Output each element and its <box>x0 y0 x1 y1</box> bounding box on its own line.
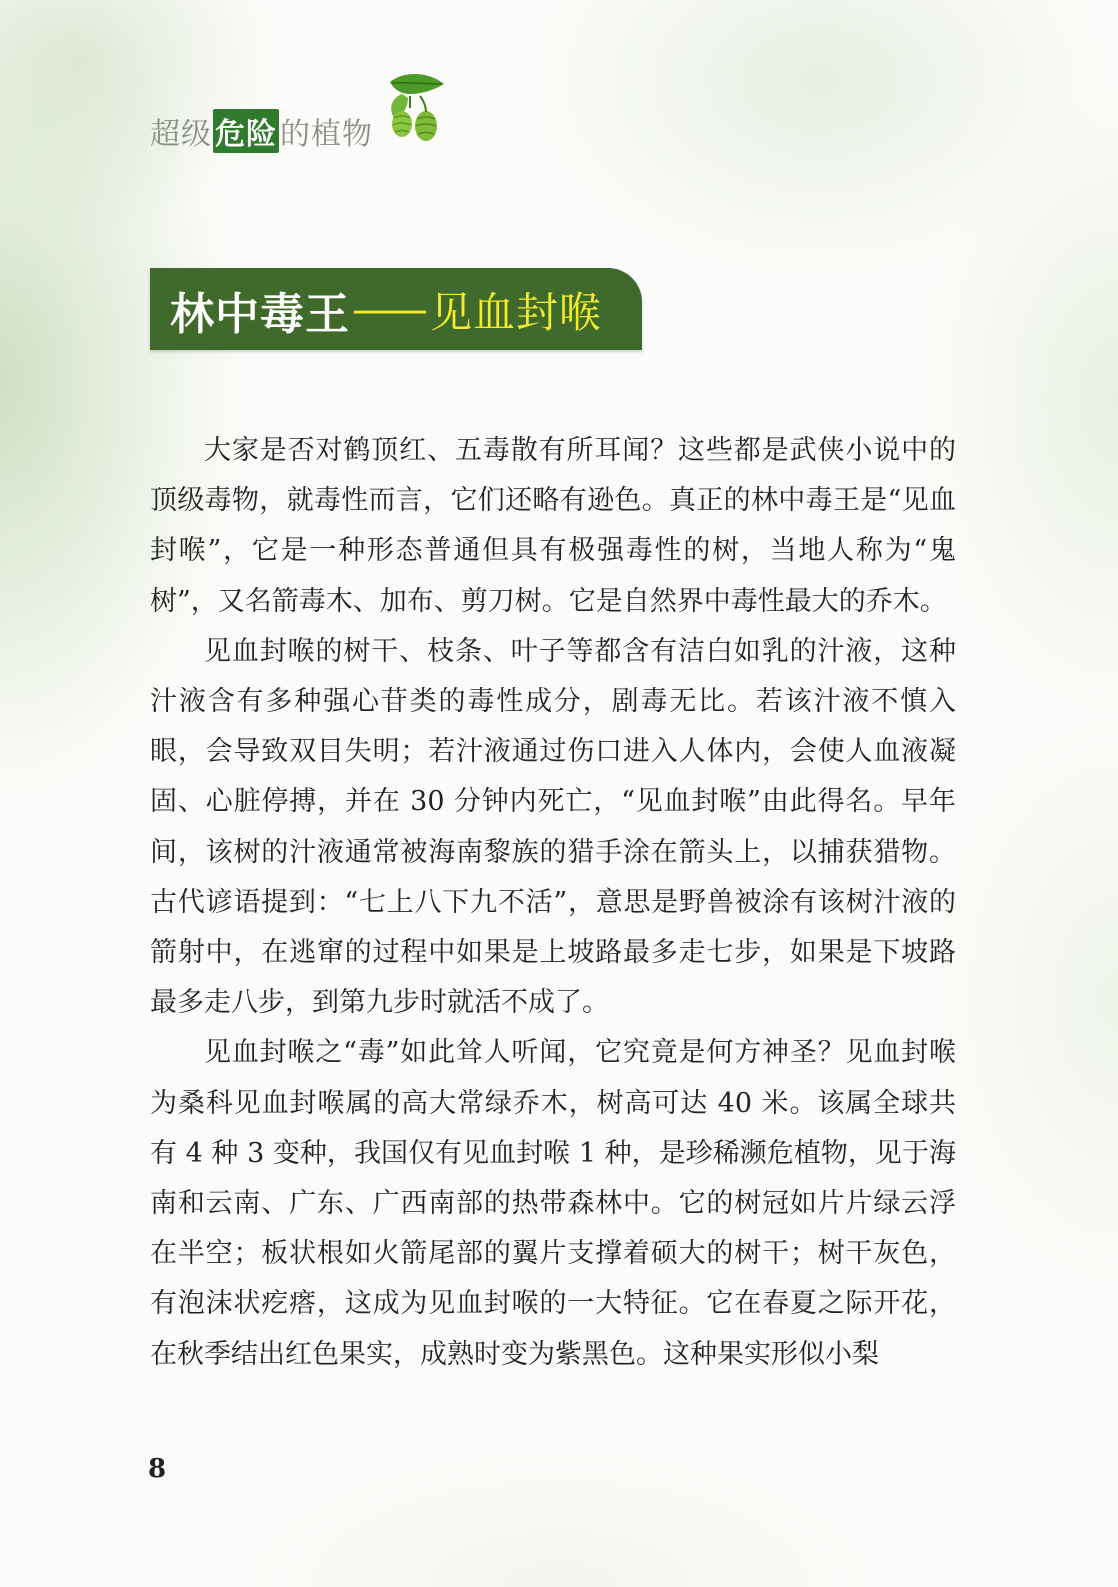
header-title-after: 的植物 <box>280 117 373 152</box>
paragraph: 见血封喉之“毒”如此耸人听闻，它究竟是何方神圣？见血封喉为桑科见血封喉属的高大常绿乔木，树高可达 40 米。该属全球共有 4 种 3 变种，我国仅有见血封喉 1 种，是珍稀濒危植物，见于海南和云南、广东、广西南部的热带森林中。它的树冠如片片绿云浮在半空；板状根如火箭尾部的翼片支撑着硕大的树干；树干灰色，有泡沫状疙瘩，这成为见血封喉的一大特征。它在春夏之际开花，在秋季结出红色果实，成熟时变为紫黑色。这种果实形似小梨 <box>150 1037 956 1370</box>
paragraph: 大家是否对鹤顶红、五毒散有所耳闻？这些都是武侠小说中的顶级毒物，就毒性而言，它们还略有逊色。真正的林中毒王是“见血封喉”，它是一种形态普通但具有极强毒性的树，当地人称为“鬼树”，又名箭毒木、加布、剪刀树。它是自然界中毒性最大的乔木。 <box>150 435 956 617</box>
header-title-highlight: 危险 <box>213 109 279 153</box>
body-text <box>150 426 956 1380</box>
header-title-before: 超级 <box>150 117 212 152</box>
page-number: 8 <box>148 1454 167 1484</box>
paragraph: 见血封喉的树干、枝条、叶子等都含有洁白如乳的汁液，这种汁液含有多种强心苷类的毒性成分，剧毒无比。若该汁液不慎入眼，会导致双目失明；若汁液通过伤口进入人体内，会使人血液凝固、心脏停搏，并在 30 分钟内死亡，“见血封喉”由此得名。早年间，该树的汁液通常被海南黎族的猎手涂在箭头上，以捕获猎物。古代谚语提到：“七上八下九不活”，意思是野兽被涂有该树汁液的箭射中，在逃窜的过程中如果是上坡路最多走七步，如果是下坡路最多走八步，到第九步时就活不成了。 <box>150 635 956 1019</box>
chapter-title <box>170 279 602 341</box>
title-dash: —— <box>352 287 424 333</box>
title-main: 林中毒王 <box>170 289 350 340</box>
hop-leaf-icon <box>380 68 450 152</box>
title-subtitle: 见血封喉 <box>430 288 603 337</box>
running-header <box>150 108 373 154</box>
